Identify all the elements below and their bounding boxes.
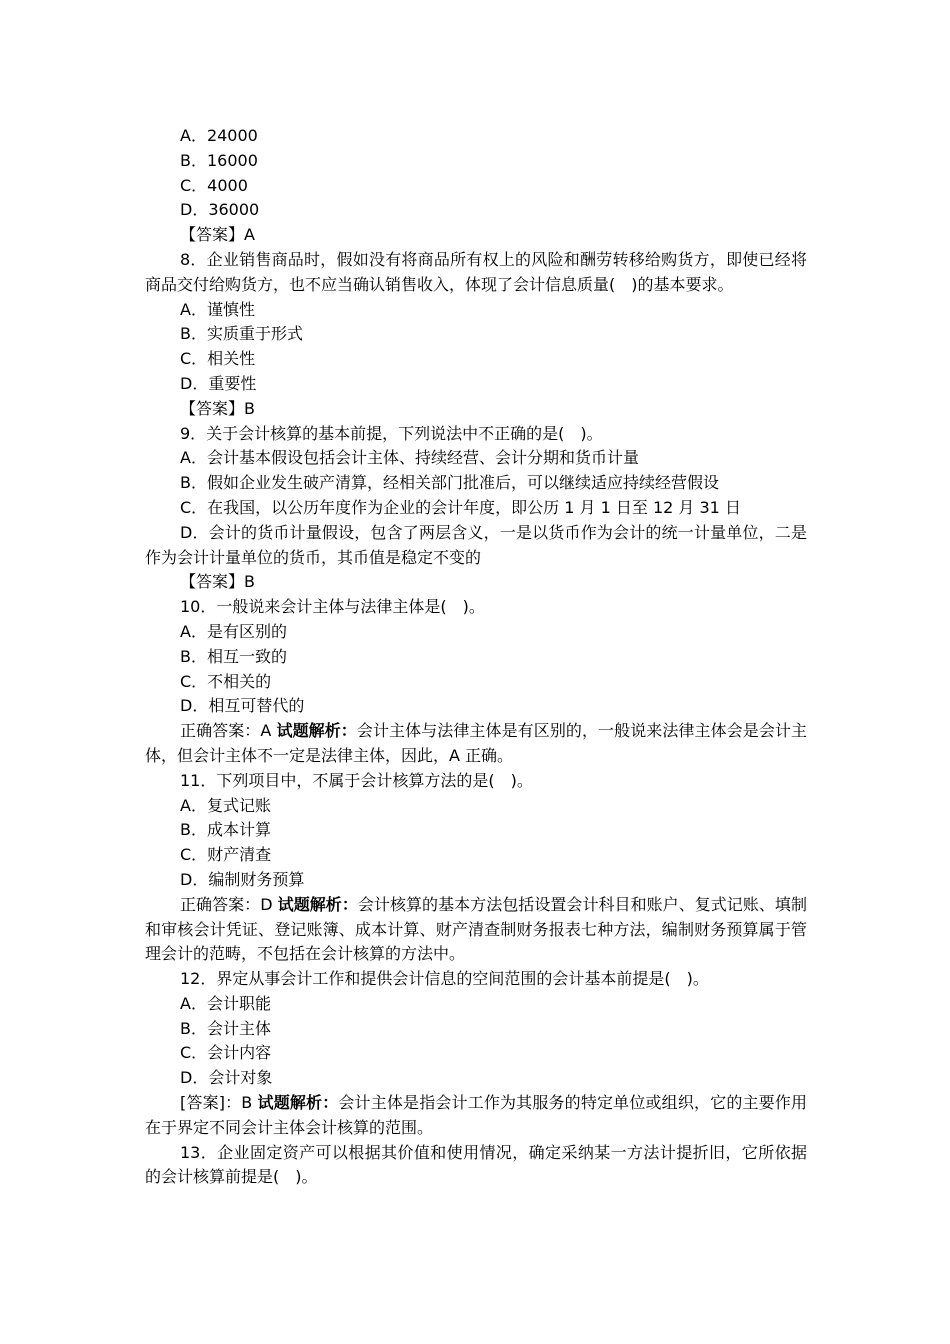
line-text: 【答案】B [180,572,255,592]
text-line [145,372,807,397]
line-text: C．不相关的 [180,671,272,691]
text-line [145,471,807,496]
text-line [145,620,807,645]
line-text: 正确答案：D [180,894,278,914]
line-text: D．36000 [180,200,260,220]
text-line [145,843,807,868]
text-line [145,198,807,223]
text-line [145,595,807,620]
text-line [145,570,807,595]
line-text: D．重要性 [180,373,257,393]
text-line [145,422,807,447]
line-text: A．会计职能 [180,993,271,1013]
text-line [145,347,807,372]
line-text: D．相互可替代的 [180,696,305,716]
text-line [145,322,807,347]
line-text: A．是有区别的 [180,621,287,641]
line-text: B．实质重于形式 [180,324,303,344]
line-text: D．会计的货币计量假设，包含了两层含义，一是以货币作为会计的统一计量单位，二是作为会计计量单位的货币，其币值是稳定不变的 [145,522,807,567]
text-line [145,992,807,1017]
text-line [145,124,807,149]
line-text: A．谨慎性 [180,299,255,319]
text-line [145,496,807,521]
line-text: B．16000 [180,150,258,170]
line-text: D．编制财务预算 [180,869,305,889]
text-line [145,1091,807,1141]
line-text: A．复式记账 [180,795,271,815]
text-line [145,223,807,248]
line-text: B．相互一致的 [180,646,287,666]
line-text: 8．企业销售商品时，假如没有将商品所有权上的风险和酬劳转移给购货方，即使已经将商品交付给购货方，也不应当确认销售收入，体现了会计信息质量( )的基本要求。 [145,249,807,294]
line-text: C．4000 [180,175,248,195]
line-text: A．会计基本假设包括会计主体、持续经营、会计分期和货币计量 [180,448,639,468]
analysis-label: 试题解析： [276,721,357,741]
text-line [145,818,807,843]
text-line [145,868,807,893]
line-text: 【答案】B [180,398,255,418]
text-line [145,769,807,794]
analysis-text: 会计主体是指会计工作为其服务的特定单位或组织，它的主要作用在于界定不同会计主体会计核算的范围。 [145,1093,807,1137]
line-text: C．相关性 [180,349,256,369]
analysis-text: 会计核算的基本方法包括设置会计科目和账户、复式记账、填制和审核会计凭证、登记账簿、成本计算、财产清查制财务报表七种方法，编制财务预算属于管理会计的范畴，不包括在会计核算的方法中。 [145,894,807,964]
line-text: 9．关于会计核算的基本前提，下列说法中不正确的是( )。 [180,423,603,443]
line-text: 11．下列项目中，不属于会计核算方法的是( )。 [180,770,533,790]
text-line [145,521,807,571]
text-line [145,670,807,695]
line-text: 12．界定从事会计工作和提供会计信息的空间范围的会计基本前提是( )。 [180,969,709,989]
text-line [145,893,807,967]
text-line [145,298,807,323]
text-line [145,694,807,719]
line-text: 13．企业固定资产可以根据其价值和使用情况，确定采纳某一方法计提折旧，它所依据的会计核算前提是( )。 [145,1142,807,1187]
analysis-label: 试题解析： [277,894,358,914]
text-line [145,397,807,422]
line-text: [答案]：B [180,1093,258,1113]
line-text: 10．一般说来会计主体与法律主体是( )。 [180,597,485,617]
line-text: B．假如企业发生破产清算，经相关部门批准后，可以继续适应持续经营假设 [180,473,719,493]
analysis-text: 会计主体与法律主体是有区别的，一般说来法律主体会是会计主体，但会计主体不一定是法律主体，因此，A 正确。 [145,721,807,765]
line-text: C．会计内容 [180,1043,272,1063]
line-text: 正确答案：A [180,721,277,741]
analysis-label: 试题解析： [257,1093,339,1113]
text-line [145,794,807,819]
line-text: 【答案】A [180,225,255,245]
text-line [145,1041,807,1066]
text-line [145,149,807,174]
line-text: D．会计对象 [180,1068,273,1088]
document-body [145,124,807,1190]
line-text: B．会计主体 [180,1018,271,1038]
text-line [145,1017,807,1042]
text-line [145,719,807,769]
text-line [145,1066,807,1091]
text-line [145,645,807,670]
text-line [145,967,807,992]
text-line [145,1141,807,1191]
text-line [145,446,807,471]
line-text: B．成本计算 [180,820,271,840]
text-line [145,174,807,199]
line-text: C．在我国，以公历年度作为企业的会计年度，即公历 1 月 1 日至 12 月 31 日 [180,497,741,517]
line-text: C．财产清查 [180,845,272,865]
line-text: A．24000 [180,126,258,145]
text-line [145,248,807,298]
